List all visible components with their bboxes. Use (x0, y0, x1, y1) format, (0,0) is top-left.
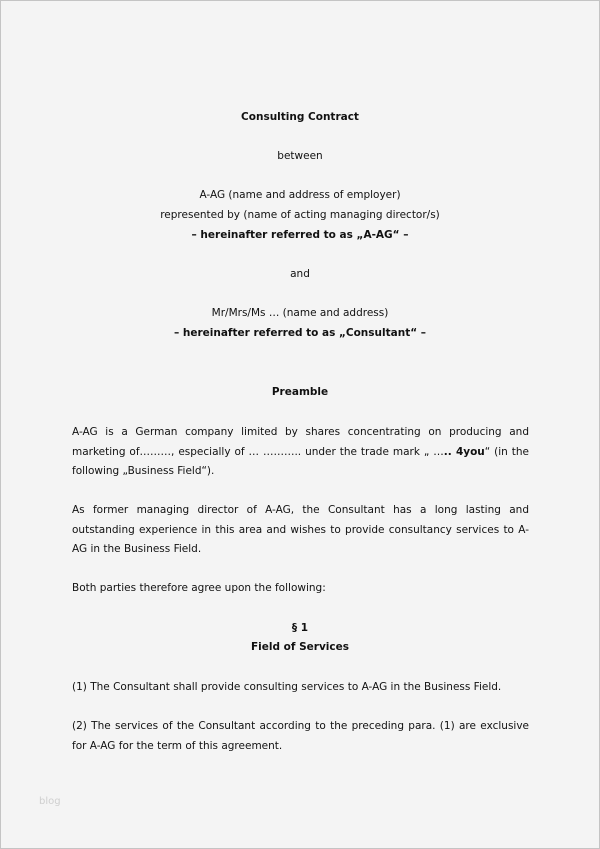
preamble-paragraph-2: As former managing director of A-AG, the Consultant has a long lasting and outstanding experience in this area and wishes to provide consultancy services to A-AG in the Business Field. (72, 504, 529, 555)
document-title: Consulting Contract (241, 111, 359, 123)
section-item-1: (1) The Consultant shall provide consulting services to A-AG in the Business Field. (72, 681, 502, 693)
section-number: § 1 (291, 622, 309, 634)
party1-name: A-AG (name and address of employer) (199, 189, 401, 201)
party1-reference: – hereinafter referred to as „A-AG“ – (191, 229, 409, 241)
section-heading: Field of Services (250, 641, 349, 653)
preamble-paragraph-1: A-AG is a German company limited by shares concentrating on producing and marketing of………, especially of … ……….. under the trade mark „ ….. 4you“ (in the following „Business Field“). (72, 426, 529, 477)
between-text: between (277, 150, 323, 162)
section-item-2: (2) The services of the Consultant according to the preceding para. (1) are exclusive for A-AG for the term of this agreement. (72, 720, 529, 752)
and-text: and (290, 268, 310, 280)
party2-reference: – hereinafter referred to as „Consultant“ – (173, 327, 427, 339)
preamble-paragraph-3: Both parties therefore agree upon the following: (72, 582, 326, 594)
party2-name: Mr/Mrs/Ms … (name and address) (211, 307, 389, 319)
preamble-heading: Preamble (271, 386, 329, 398)
watermark: blog (39, 796, 61, 807)
party1-representative: represented by (name of acting managing director/s) (160, 209, 440, 221)
